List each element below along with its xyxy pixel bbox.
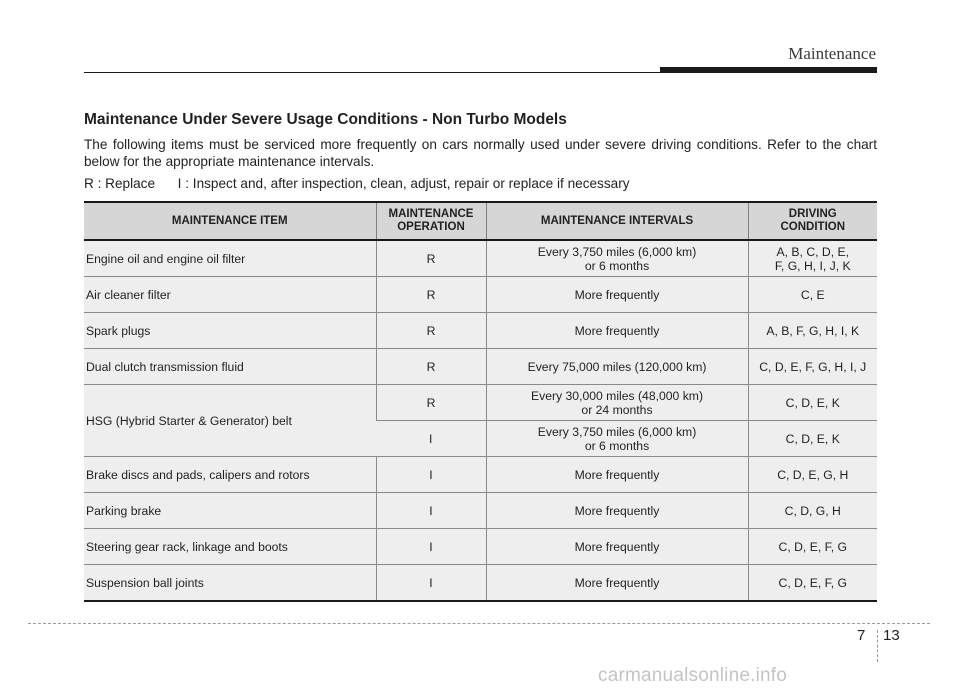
interval-line2: or 6 months (584, 438, 650, 453)
interval-cell: More frequently (486, 313, 748, 349)
header-driving-condition (748, 202, 877, 240)
interval-line1: Every 30,000 miles (48,000 km) (530, 388, 704, 403)
condition-cell: C, D, E, F, G (748, 565, 877, 602)
interval-cell: Every 75,000 miles (120,000 km) (486, 349, 748, 385)
interval-cell: More frequently (486, 457, 748, 493)
page-number: 13 (883, 627, 900, 644)
table-row (84, 277, 877, 313)
item-cell: Parking brake (84, 493, 376, 529)
item-cell: Brake discs and pads, calipers and rotors (84, 457, 376, 493)
operation-cell: I (376, 493, 486, 529)
interval-line1: Every 3,750 miles (6,000 km) (537, 244, 697, 259)
header-operation-line2: OPERATION (397, 221, 465, 233)
header-operation-line1: MAINTENANCE (388, 208, 474, 220)
header-maintenance-intervals (486, 202, 748, 240)
condition-cell: C, D, G, H (748, 493, 877, 529)
condition-cell: C, E (748, 277, 877, 313)
interval-line1: Every 3,750 miles (6,000 km) (537, 424, 697, 439)
item-cell: Dual clutch transmission fluid (84, 349, 376, 385)
section-title: Maintenance (788, 44, 876, 63)
condition-line1: A, B, C, D, E, (776, 244, 849, 259)
operation-cell: I (376, 529, 486, 565)
table-row (84, 313, 877, 349)
operation-cell: I (376, 457, 486, 493)
watermark: carmanualsonline.info (598, 665, 788, 686)
table-header-row (84, 202, 877, 240)
item-cell: HSG (Hybrid Starter & Generator) belt (84, 385, 376, 457)
condition-cell: C, D, E, K (748, 385, 877, 421)
table-row (84, 529, 877, 565)
interval-line2: or 24 months (581, 402, 653, 417)
interval-cell (486, 421, 748, 457)
table-row (84, 565, 877, 602)
condition-line2: F, G, H, I, J, K (774, 258, 851, 273)
header-rule-bar (660, 67, 877, 73)
item-cell: Steering gear rack, linkage and boots (84, 529, 376, 565)
table-row (84, 493, 877, 529)
interval-line2: or 6 months (584, 258, 650, 273)
item-cell: Spark plugs (84, 313, 376, 349)
condition-cell: C, D, E, K (748, 421, 877, 457)
operation-cell: R (376, 277, 486, 313)
table-row (84, 240, 877, 277)
interval-cell (486, 385, 748, 421)
operation-cell: I (376, 565, 486, 602)
item-cell: Air cleaner filter (84, 277, 376, 313)
chapter-number: 7 (857, 627, 866, 644)
interval-cell (486, 240, 748, 277)
condition-cell (748, 240, 877, 277)
condition-cell: C, D, E, F, G (748, 529, 877, 565)
interval-cell: More frequently (486, 277, 748, 313)
condition-cell: C, D, E, F, G, H, I, J (748, 349, 877, 385)
operation-legend: R : Replace I : Inspect and, after inspection, clean, adjust, repair or replace if necessary (84, 176, 630, 191)
header-item-label: MAINTENANCE ITEM (171, 214, 288, 227)
condition-cell: C, D, E, G, H (748, 457, 877, 493)
operation-cell: I (376, 421, 486, 457)
header-condition-line1: DRIVING (788, 208, 837, 220)
header-rule (84, 72, 660, 73)
item-cell: Engine oil and engine oil filter (84, 240, 376, 277)
interval-cell: More frequently (486, 565, 748, 602)
table-row (84, 349, 877, 385)
page-heading: Maintenance Under Severe Usage Conditions - Non Turbo Models (84, 111, 567, 128)
operation-cell: R (376, 313, 486, 349)
table-row (84, 457, 877, 493)
header-intervals-label: MAINTENANCE INTERVALS (540, 214, 694, 227)
header-condition-line2: CONDITION (780, 221, 846, 233)
intro-paragraph: The following items must be serviced more frequently on cars normally used under severe driving conditions. Refer to the chart below for the appropriate maintenance intervals. (84, 137, 877, 169)
header-maintenance-operation (376, 202, 486, 240)
condition-cell: A, B, F, G, H, I, K (748, 313, 877, 349)
table-row (84, 385, 877, 421)
footer-rule (28, 623, 930, 624)
interval-cell: More frequently (486, 529, 748, 565)
operation-cell: R (376, 385, 486, 421)
header-maintenance-item (84, 202, 376, 240)
interval-cell: More frequently (486, 493, 748, 529)
item-cell: Suspension ball joints (84, 565, 376, 602)
operation-cell: R (376, 349, 486, 385)
footer-divider (877, 630, 878, 662)
operation-cell: R (376, 240, 486, 277)
maintenance-table (84, 201, 877, 602)
